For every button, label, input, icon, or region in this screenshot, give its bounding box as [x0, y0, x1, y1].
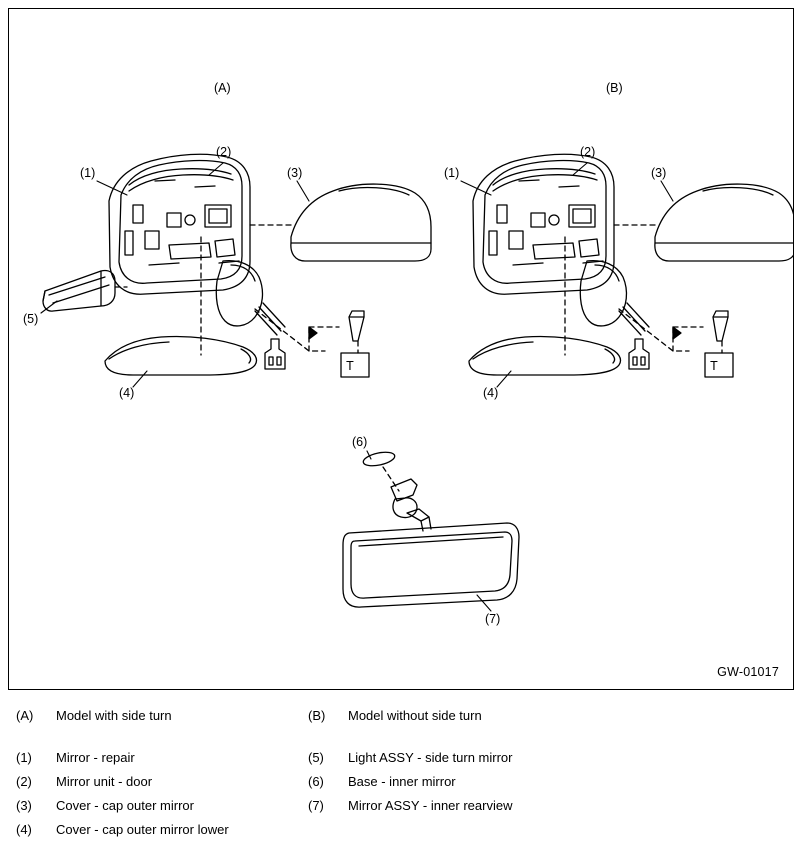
part-cover-lower-b — [469, 336, 621, 375]
callout-3-b: (3) — [651, 166, 667, 180]
legend-label: Cover - cap outer mirror lower — [56, 822, 229, 837]
callout-6: (6) — [352, 435, 368, 449]
callout-2-b: (2) — [580, 145, 596, 159]
legend-label: Mirror - repair — [56, 750, 135, 765]
legend-item-part-7 — [308, 796, 748, 816]
mirror-base-arm-a — [216, 261, 262, 326]
callout-7: (7) — [485, 612, 501, 626]
part-side-turn-light-a — [43, 270, 115, 311]
legend-parts-row-1 — [16, 748, 788, 768]
figure-frame — [8, 8, 794, 690]
part-cover-cap-outer-mirror-a — [291, 184, 431, 261]
torque-mark-b: T — [710, 359, 718, 373]
legend-parts-row-2 — [16, 772, 788, 792]
harness-b — [619, 303, 649, 369]
part-cover-cap-outer-mirror-b — [655, 184, 793, 261]
legend — [16, 706, 788, 844]
legend-key: (3) — [16, 798, 32, 813]
legend-label: Mirror unit - door — [56, 774, 153, 789]
legend-item-part-4 — [16, 820, 308, 840]
assembly-inner-mirror — [343, 450, 519, 607]
legend-spacer — [16, 730, 788, 748]
inner-mirror-stem — [391, 479, 431, 531]
legend-label: Light ASSY - side turn mirror — [348, 750, 513, 765]
torque-mark-a: T — [346, 359, 354, 373]
legend-parts-row-3 — [16, 796, 788, 816]
legend-item-empty — [308, 820, 748, 840]
legend-item-part-5 — [308, 748, 748, 768]
exploded-view-diagram — [9, 9, 793, 689]
leader-lines — [41, 163, 673, 611]
variant-label-a: (A) — [214, 81, 231, 95]
callout-3-a: (3) — [287, 166, 303, 180]
legend-item-part-6 — [308, 772, 748, 792]
legend-label: Base - inner mirror — [348, 774, 456, 789]
assembly-b — [469, 154, 793, 377]
legend-item-variant-b — [308, 706, 748, 726]
callout-1-a: (1) — [80, 166, 96, 180]
figure-code: GW-01017 — [717, 665, 779, 679]
bolt-b — [713, 311, 728, 341]
legend-item-part-3 — [16, 796, 308, 816]
part-cover-lower-a — [105, 336, 257, 375]
variant-label-b: (B) — [606, 81, 623, 95]
legend-key: (5) — [308, 750, 324, 765]
legend-item-variant-a — [16, 706, 308, 726]
legend-key: (2) — [16, 774, 32, 789]
callout-4-b: (4) — [483, 386, 499, 400]
harness-a — [255, 303, 285, 369]
callout-2-a: (2) — [216, 145, 232, 159]
legend-key: (4) — [16, 822, 32, 837]
part-mirror-unit-door-b — [473, 154, 614, 294]
legend-item-part-1 — [16, 748, 308, 768]
legend-key: (6) — [308, 774, 324, 789]
legend-label: Model with side turn — [56, 708, 172, 723]
bolt-a — [349, 311, 364, 341]
callout-5-a: (5) — [23, 312, 39, 326]
legend-label: Model without side turn — [348, 708, 482, 723]
mirror-base-arm-b — [580, 261, 626, 326]
legend-parts-row-4 — [16, 820, 788, 840]
callout-4-a: (4) — [119, 386, 135, 400]
legend-key: (A) — [16, 708, 34, 723]
legend-item-part-2 — [16, 772, 308, 792]
assembly-a — [43, 154, 431, 377]
legend-label: Cover - cap outer mirror — [56, 798, 194, 813]
legend-key: (7) — [308, 798, 324, 813]
part-mirror-assy-inner-rearview — [343, 523, 519, 607]
legend-variants-row — [16, 706, 788, 726]
part-mirror-unit-door-a — [109, 154, 250, 294]
legend-key: (B) — [308, 708, 326, 723]
legend-label: Mirror ASSY - inner rearview — [348, 798, 513, 813]
legend-key: (1) — [16, 750, 32, 765]
callout-1-b: (1) — [444, 166, 460, 180]
